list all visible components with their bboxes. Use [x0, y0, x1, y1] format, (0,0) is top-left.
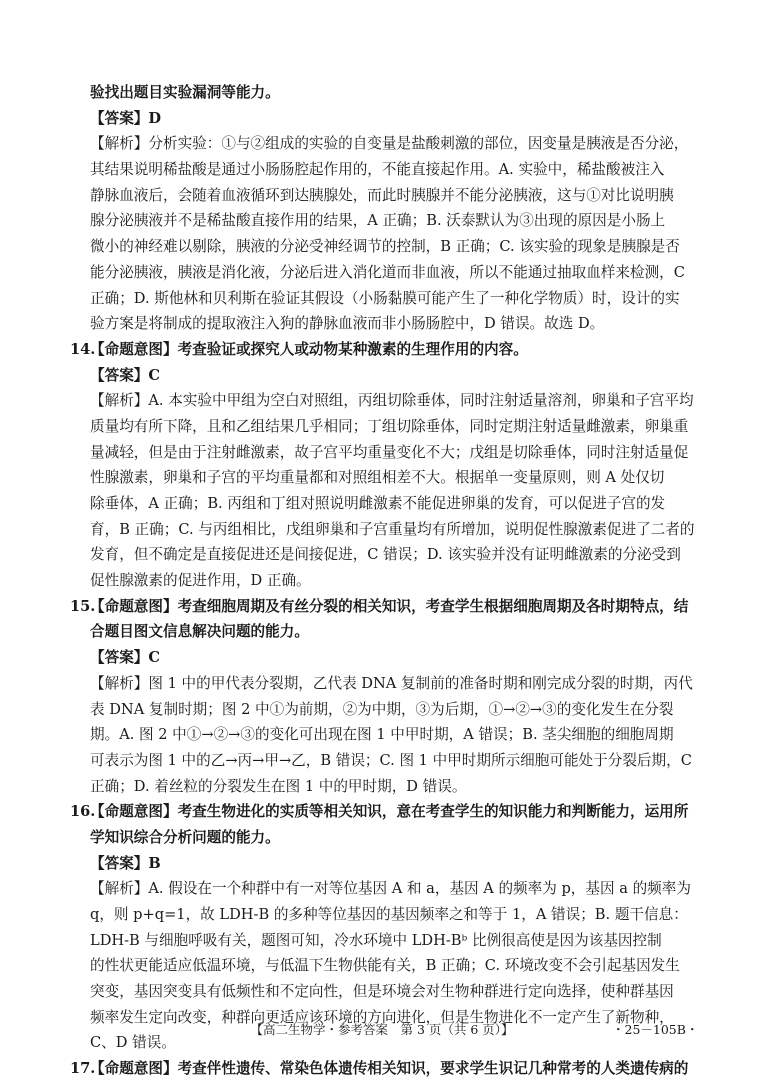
line-text: 【解析】图 1 中的甲代表分裂期，乙代表 DNA 复制前的准备时期和刚完成分裂的时期，丙代 — [90, 674, 693, 692]
text-line — [90, 517, 696, 543]
question-number: 17. — [70, 1060, 96, 1078]
line-text: 【命题意图】考查验证或探究人或动物某种激素的生理作用的内容。 — [90, 340, 528, 358]
line-text: 突变，基因突变具有低频性和不定向性，但是环境会对生物种群进行定向选择，使种群基因 — [90, 983, 674, 1001]
text-line — [90, 619, 696, 645]
question-number: 16. — [70, 803, 96, 821]
line-text: 发育，但不确定是直接促进还是间接促进，C 错误；D. 该实验并没有证明雌激素的分泌受到 — [90, 546, 681, 564]
line-text: 性腺激素，卵巢和子宫的平均重量都和对照组相差不大。根据单一变量原则，则 A 处仅切 — [90, 469, 665, 487]
line-text: 频率发生定向改变，种群向更适应该环境的方向进化，但是生物进化不一定产生了新物种， — [90, 1008, 674, 1026]
question-heading-line — [70, 799, 696, 825]
answer-text-body — [70, 80, 699, 1082]
line-text: 的性状更能适应低温环境，与低温下生物供能有关，B 正确；C. 环境改变不会引起基因发生 — [90, 957, 680, 975]
text-line — [90, 286, 696, 312]
text-line — [90, 568, 696, 594]
text-line — [90, 311, 696, 337]
line-text: 【解析】分析实验：①与②组成的实验的自变量是盐酸刺激的部位，因变量是胰液是否分泌， — [90, 135, 689, 153]
line-text: 【命题意图】考查伴性遗传、常染色体遗传相关知识，要求学生识记几种常考的人类遗传病的 — [90, 1060, 689, 1078]
line-text: 微小的神经难以剔除，胰液的分泌受神经调节的控制，B 正确；C. 该实验的现象是胰腺是否 — [90, 238, 680, 256]
line-text: 验方案是将制成的提取液注入狗的静脉血液而非小肠肠腔中，D 错误。故选 D。 — [90, 315, 605, 333]
text-line — [90, 953, 696, 979]
text-line — [90, 131, 696, 157]
line-text: C、D 错误。 — [90, 1034, 176, 1052]
line-text: 期。A. 图 2 中①→②→③的变化可出现在图 1 中甲时期，A 错误；B. 茎尖细胞的细胞周期 — [90, 726, 674, 744]
text-line — [90, 876, 696, 902]
question-number: 15. — [70, 597, 96, 615]
text-line — [90, 671, 696, 697]
text-line — [90, 260, 696, 286]
line-text: 【命题意图】考查细胞周期及有丝分裂的相关知识，考查学生根据细胞周期及各时期特点，结 — [90, 597, 689, 615]
line-text: 验找出题目实验漏洞等能力。 — [90, 84, 280, 101]
text-line — [90, 234, 696, 260]
line-text: 能分泌胰液，胰液是消化液，分泌后进入消化道而非血液，所以不能通过抽取血样来检测，C — [90, 263, 685, 281]
line-text: 正确；D. 斯他林和贝利斯在验证其假设（小肠黏膜可能产生了一种化学物质）时，设计的实 — [90, 289, 680, 307]
text-line — [90, 697, 696, 723]
page-footer — [0, 1019, 764, 1041]
line-text: 【答案】C — [90, 649, 160, 667]
line-text: 除垂体，A 正确；B. 丙组和丁组对照说明雌激素不能促进卵巢的发育，可以促进子宫的发 — [90, 495, 666, 512]
text-line — [90, 542, 696, 568]
text-line — [90, 157, 696, 183]
text-line — [90, 388, 696, 414]
line-text: 静脉血液后，会随着血液循环到达胰腺处，而此时胰腺并不能分泌胰液，这与①对比说明胰 — [90, 186, 674, 204]
line-text: 【答案】D — [90, 109, 162, 127]
line-text: 【解析】A. 本实验中甲组为空白对照组，丙组切除垂体，同时注射适量溶剂，卵巢和子宫平均 — [90, 392, 694, 410]
text-line — [90, 440, 696, 466]
question-heading-line — [70, 337, 696, 363]
line-text: 促性腺激素的促进作用，D 正确。 — [90, 572, 311, 590]
line-text: LDH-B 与细胞呼吸有关，题图可知，冷水环境中 LDH-Bᵇ 比例很高使是因为该基因控制 — [90, 931, 662, 949]
text-line — [90, 106, 696, 132]
line-text: 【解析】A. 假设在一个种群中有一对等位基因 A 和 a，基因 A 的频率为 p，基因 a 的频率为 — [90, 880, 691, 898]
text-line — [90, 774, 696, 800]
line-text: 表 DNA 复制时期；图 2 中①为前期，②为中期，③为后期，①→②→③的变化发生在分裂 — [90, 700, 674, 718]
line-text: 可表示为图 1 中的乙→丙→甲→乙，B 错误；C. 图 1 中甲时期所示细胞可能处于分裂后期，C — [90, 751, 692, 769]
text-line — [90, 979, 696, 1005]
line-text: q，则 p+q=1，故 LDH-B 的多种等位基因的基因频率之和等于 1，A 错误；B. 题干信息： — [90, 906, 688, 923]
line-text: 育，B 正确；C. 与丙组相比，戊组卵巢和子宫重量均有所增加，说明促性腺激素促进了二者的 — [90, 520, 695, 538]
line-text: 学知识综合分析问题的能力。 — [90, 828, 280, 846]
text-line — [90, 748, 696, 774]
line-text: 【答案】C — [90, 366, 160, 384]
text-line — [90, 902, 696, 928]
question-number: 14. — [70, 340, 96, 358]
question-heading-line — [70, 594, 696, 620]
line-text: 合题目图文信息解决问题的能力。 — [90, 623, 309, 641]
text-line — [90, 363, 696, 389]
text-line — [90, 722, 696, 748]
text-line — [90, 928, 696, 954]
line-text: 【答案】B — [90, 854, 161, 872]
text-line — [90, 491, 696, 517]
line-text: 【命题意图】考查生物进化的实质等相关知识，意在考查学生的知识能力和判断能力，运用所 — [90, 803, 689, 821]
text-line — [90, 825, 696, 851]
footer-exam-code: ・25－105B・ — [612, 1022, 699, 1037]
text-line — [90, 851, 696, 877]
line-text: 其结果说明稀盐酸是通过小肠肠腔起作用的，不能直接起作用。A. 实验中，稀盐酸被注入 — [90, 161, 665, 179]
line-text: 正确；D. 着丝粒的分裂发生在图 1 中的甲时期，D 错误。 — [90, 777, 467, 795]
footer-page-info: 【高二生物学・参考答案 第 3 页（共 6 页）】 — [250, 1022, 514, 1037]
question-heading-line — [70, 1056, 696, 1082]
text-line — [90, 414, 696, 440]
text-line — [90, 80, 696, 106]
text-line — [90, 208, 696, 234]
text-line — [90, 465, 696, 491]
line-text: 量减轻，但是由于注射雌激素，故子宫平均重量变化不大；戊组是切除垂体，同时注射适量促 — [90, 443, 689, 461]
line-text: 腺分泌胰液并不是稀盐酸直接作用的结果，A 正确；B. 沃泰默认为③出现的原因是小肠上 — [90, 212, 666, 230]
text-line — [90, 183, 696, 209]
text-line — [90, 645, 696, 671]
line-text: 质量均有所下降，且和乙组结果几乎相同；丁组切除垂体，同时定期注射适量雌激素，卵巢重 — [90, 417, 689, 435]
